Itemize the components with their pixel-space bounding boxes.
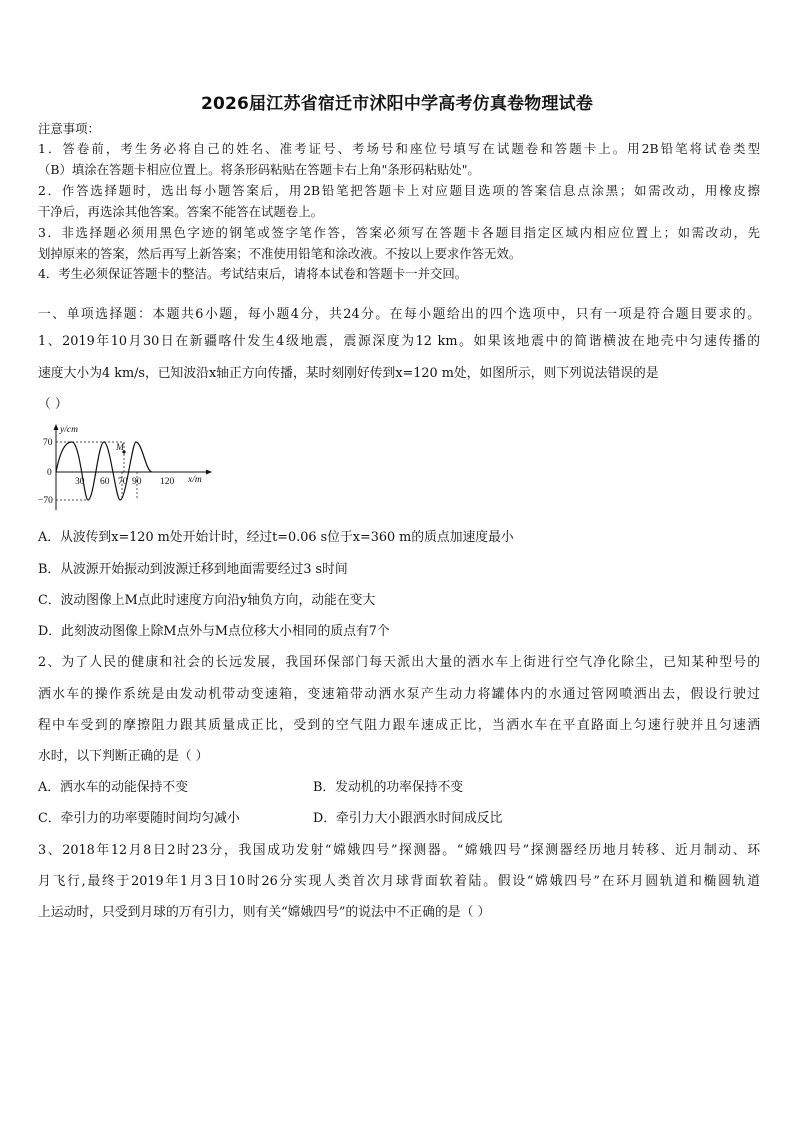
page-title: 2026届江苏省宿迁市沭阳中学高考仿真卷物理试卷 (200, 94, 594, 114)
x-tick-label: 120 (160, 477, 175, 487)
question-1-option: B．从波源开始振动到波源迁移到地面需要经过3 s时间 (38, 562, 348, 577)
question-2-stem: 2、为了人民的健康和社会的长远发展，我国环保部门每天派出大量的洒水车上街进行空气净化除尘，已知某种型号的 (38, 655, 760, 670)
y-tick-label: 70 (43, 438, 53, 448)
notice-line: （B）填涂在答题卡相应位置上。将条形码粘贴在答题卡右上角"条形码粘贴处"。 (38, 162, 480, 177)
question-3-stem: 3、2018年12月8日2时23分，我国成功发射“嫦娥四号”探测器。“嫦娥四号”探测器经历地月转移、近月制动、环 (38, 843, 760, 858)
notice-line: 干净后，再选涂其他答案。答案不能答在试题卷上。 (38, 204, 323, 219)
x-tick-label: 30 (75, 477, 85, 487)
y-axis-label: y/cm (60, 425, 78, 435)
x-tick-label: 60 (100, 477, 110, 487)
x-tick-label: 70 (118, 477, 128, 487)
question-1-option: C．波动图像上M点此时速度方向沿y轴负方向，动能在变大 (38, 593, 376, 608)
notice-heading: 注意事项： (38, 121, 100, 136)
question-2-option: B．发动机的功率保持不变 (313, 780, 464, 795)
notice-line: 4．考生必须保证答题卡的整洁。考试结束后，请将本试卷和答题卡一并交回。 (38, 266, 468, 281)
x-axis-label: x/m (188, 475, 202, 485)
wave-curve (56, 442, 152, 500)
question-3-stem: 月飞行,最终于2019年1月3日10时26分实现人类首次月球背面软着陆。假设“嫦娥四号”在环月圆轨道和椭圆轨道 (38, 874, 760, 889)
point-m-label: M (116, 443, 124, 453)
question-2-option: D．牵引力大小跟洒水时间成反比 (313, 811, 503, 826)
question-3-stem: 上运动时，只受到月球的万有引力，则有关“嫦娥四号”的说法中不正确的是（ ） (38, 905, 491, 920)
y-axis-arrow (54, 424, 59, 430)
question-1-stem: 速度大小为4 km/s，已知波沿x轴正方向传播，某时刻刚好传到x=120 m处，如图所示，则下列说法错误的是 (38, 366, 659, 381)
question-2-stem: 洒水车的操作系统是由发动机带动变速箱，变速箱带动洒水泵产生动力将罐体内的水通过管网喷洒出去，假设行驶过 (38, 687, 760, 702)
question-2-stem: 程中车受到的摩擦阻力跟其质量成正比，受到的空气阻力跟车速成正比，当洒水车在平直路面上匀速行驶并且匀速洒 (38, 718, 760, 733)
notice-line: 3．非选择题必须用黑色字迹的钢笔或签字笔作答，答案必须写在答题卡各题目指定区域内相应位置上；如需改动，先 (38, 225, 760, 240)
notice-line: 2．作答选择题时，选出每小题答案后，用2B铅笔把答题卡上对应题目选项的答案信息点涂黑；如需改动，用橡皮擦 (38, 183, 760, 198)
question-1-option: A．从波传到x=120 m处开始计时，经过t=0.06 s位于x=360 m的质点加速度最小 (38, 530, 514, 545)
question-2-option: A．洒水车的动能保持不变 (38, 780, 189, 795)
notice-line: 划掉原来的答案，然后再写上新答案；不准使用铅笔和涂改液。不按以上要求作答无效。 (38, 246, 522, 261)
question-1-stem: 1、2019年10月30日在新疆喀什发生4级地震，震源深度为12 km。如果该地震中的简谐横波在地壳中匀速传播的 (38, 334, 760, 349)
wave-figure (36, 422, 216, 514)
y-tick-label: 0 (47, 468, 52, 478)
notice-line: 1．答卷前，考生务必将自己的姓名、准考证号、考场号和座位号填写在试题卷和答题卡上。用2B铅笔将试卷类型 (38, 141, 760, 156)
section-heading: 一、单项选择题：本题共6小题，每小题4分，共24分。在每小题给出的四个选项中，只有一项是符合题目要求的。 (38, 307, 760, 322)
question-2-option: C．牵引力的功率要随时间均匀减小 (38, 811, 240, 826)
question-2-stem: 水时，以下判断正确的是（ ） (38, 749, 209, 764)
x-axis-arrow (206, 470, 212, 475)
question-1-option: D．此刻波动图像上除M点外与M点位移大小相同的质点有7个 (38, 624, 390, 639)
x-tick-label: 90 (132, 477, 142, 487)
question-1-stem: （ ） (38, 397, 68, 412)
y-tick-label: −70 (38, 496, 53, 506)
